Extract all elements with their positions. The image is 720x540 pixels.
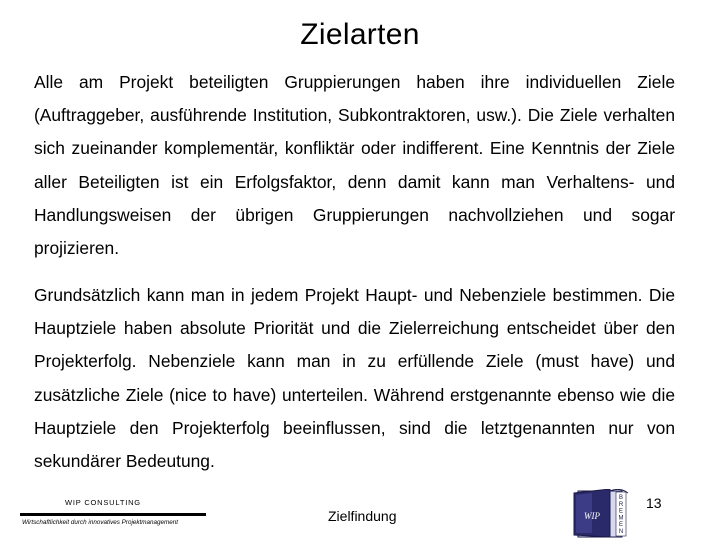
company-name: WIP CONSULTING (65, 498, 141, 507)
paragraph-haupt-nebenziele: Grundsätzlich kann man in jedem Projekt Haupt- und Nebenziele bestimmen. Die Hauptziele haben absolute Priorität und die Zielerreichung entscheidet über den Projekterfolg. Nebenziele kann man in zu erfüllende Ziele (must have) und zusätzliche Ziele (nice to have) unterteilen. Während erstgenannte ebenso wie die Hauptziele den Projekterfolg beeinflussen, sind die letztgenannten nur von sekundärer Bedeutung. (34, 285, 675, 472)
paragraph-zielarten-intro: Alle am Projekt beteiligten Gruppierungen haben ihre individuellen Ziele (Auftraggeber, ausführende Institution, Subkontraktoren, usw.). Die Ziele verhalten sich zueinander komplementär, konfliktär oder indifferent. Eine Kenntnis der Ziele aller Beteiligten ist ein Erfolgsfaktor, denn damit kann man Verhaltens- und Handlungsweisen der übrigen Gruppierungen nachvollziehen und sogar projizieren. (34, 72, 675, 259)
logo-side-letter: E (618, 508, 624, 515)
logo-side-letter: N (618, 529, 624, 535)
logo-side-letter: R (618, 501, 624, 508)
footer-topic: Zielfindung (328, 508, 397, 524)
slide-title: Zielarten (300, 18, 420, 51)
footer-divider (20, 513, 206, 516)
logo-side-letter: E (618, 522, 624, 529)
wip-logo (570, 489, 632, 539)
company-slogan: Wirtschaftlichkeit durch innovatives Projektmanagement (22, 519, 179, 526)
page-number: 13 (646, 495, 662, 511)
wip-logo-icon (570, 489, 632, 539)
logo-side-letter: M (618, 515, 624, 522)
logo-side-letter: B (618, 495, 624, 501)
logo-wip-text: WIP (584, 511, 600, 521)
